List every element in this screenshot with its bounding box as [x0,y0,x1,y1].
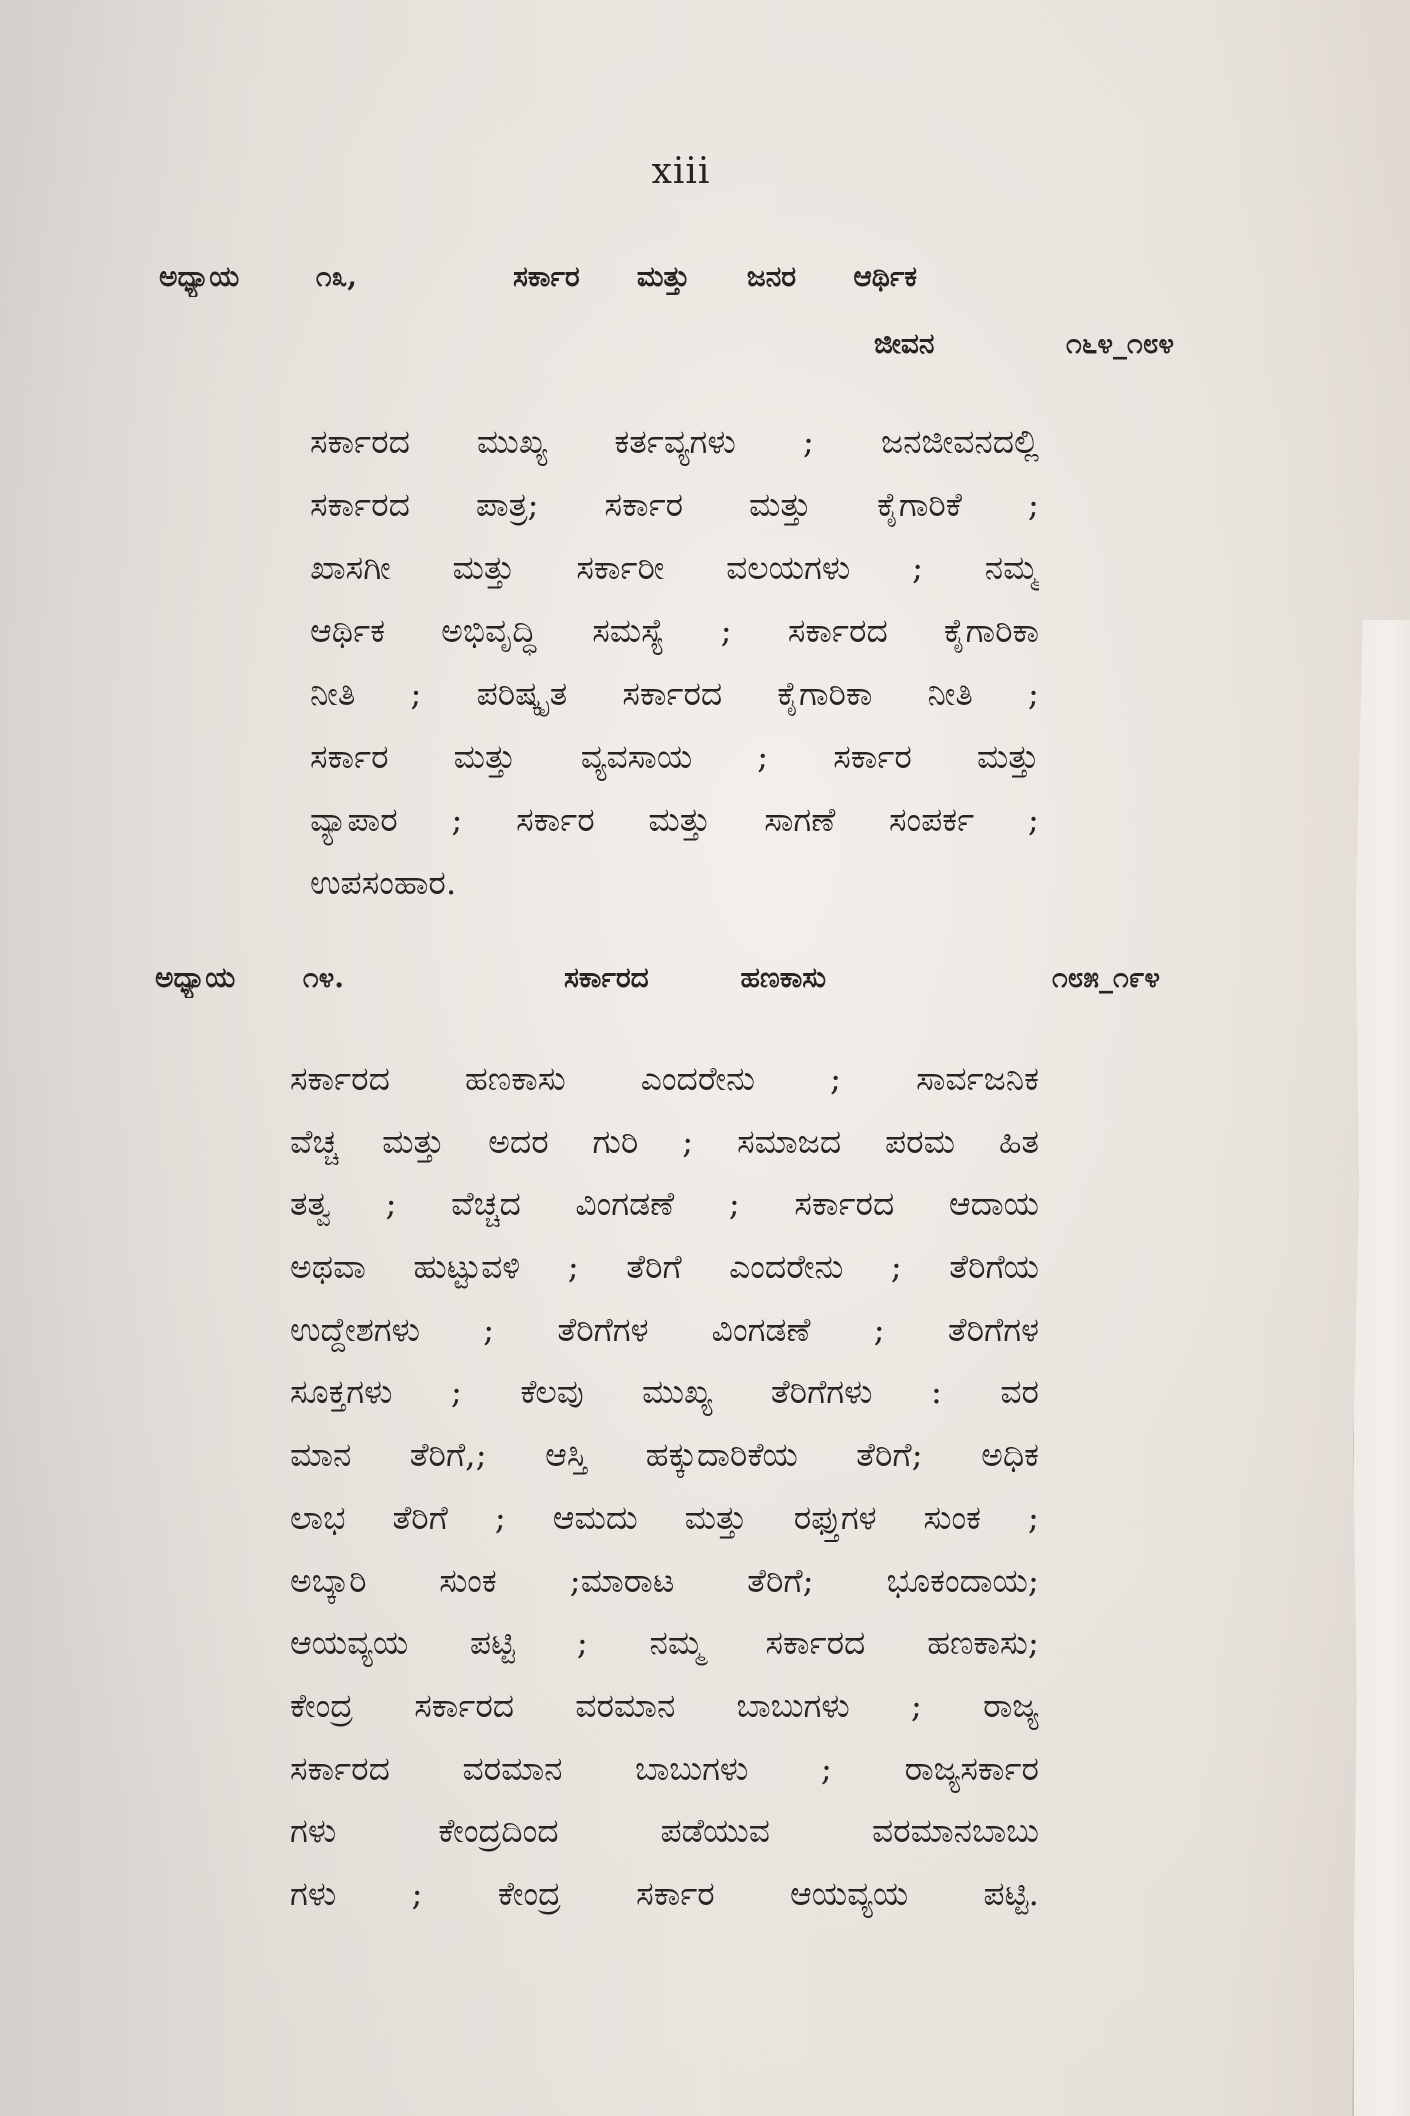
contents-line: ಕೇಂದ್ರ ಸರ್ಕಾರದ ವರಮಾನ ಬಾಬುಗಳು ; ರಾಜ್ಯ [290,1685,1039,1725]
contents-line: ತತ್ವ ; ವೆಚ್ಚದ ವಿಂಗಡಣೆ ; ಸರ್ಕಾರದ ಆದಾಯ [290,1184,1039,1224]
torn-page-edge [1352,620,1410,2116]
chapter-contents [310,410,1039,914]
contents-line: ಲಾಭ ತೆರಿಗೆ ; ಆಮದು ಮತ್ತು ರಫ್ತುಗಳ ಸುಂಕ ; [290,1497,1039,1537]
contents-line: ಉದ್ದೇಶಗಳು ; ತೆರಿಗೆಗಳ ವಿಂಗಡಣೆ ; ತೆರಿಗೆಗಳ [290,1309,1039,1349]
contents-line: ಸರ್ಕಾರ ಮತ್ತು ವ್ಯವಸಾಯ ; ಸರ್ಕಾರ ಮತ್ತು [310,737,1039,776]
contents-line: ಸೂಕ್ತಗಳು ; ಕೆಲವು ಮುಖ್ಯ ತೆರಿಗೆಗಳು : ವರ [290,1372,1039,1412]
contents-line: ಮಾನ ತೆರಿಗೆ,; ಆಸ್ತಿ ಹಕ್ಕುದಾರಿಕೆಯ ತೆರಿಗೆ; ಅಧಿಕ [290,1435,1039,1475]
contents-line: ಗಳು ; ಕೇಂದ್ರ ಸರ್ಕಾರ ಆಯವ್ಯಯ ಪಟ್ಟಿ. [290,1873,1039,1913]
chapter-title: ಸರ್ಕಾರ ಮತ್ತು ಜನರ ಆರ್ಥಿಕ [513,260,917,293]
chapter-page-range: ೧೮೫_೧೯೪ [1052,961,1161,994]
chapter-title-continued: ಜೀವನ [874,327,935,360]
contents-line: ಸರ್ಕಾರದ ಹಣಕಾಸು ಎಂದರೇನು ; ಸಾರ್ವಜನಿಕ [290,1059,1039,1098]
page-number: xiii [651,151,711,192]
contents-line: ಆರ್ಥಿಕ ಅಭಿವೃದ್ಧಿ ಸಮಸ್ಯೆ ; ಸರ್ಕಾರದ ಕೈಗಾರಿಕಾ [310,611,1039,650]
contents-line: ಆಯವ್ಯಯ ಪಟ್ಟಿ ; ನಮ್ಮ ಸರ್ಕಾರದ ಹಣಕಾಸು; [290,1623,1039,1663]
chapter-label: ಅಧ್ಯಾಯ ೧೩, [159,260,357,293]
contents-line: ಉಪಸಂಹಾರ. [310,863,457,902]
chapter-page-range: ೧೬೪_೧೮೪ [1066,327,1175,360]
contents-line: ಗಳು ಕೇಂದ್ರದಿಂದ ಪಡೆಯುವ ವರಮಾನಬಾಬು [290,1811,1039,1851]
contents-line: ಅಥವಾ ಹುಟ್ಟುವಳಿ ; ತೆರಿಗೆ ಎಂದರೇನು ; ತೆರಿಗೆಯ [290,1247,1039,1287]
contents-line: ವ್ಯಾಪಾರ ; ಸರ್ಕಾರ ಮತ್ತು ಸಾಗಣೆ ಸಂಪರ್ಕ ; [310,800,1039,839]
contents-line: ಸರ್ಕಾರದ ವರಮಾನ ಬಾಬುಗಳು ; ರಾಜ್ಯಸರ್ಕಾರ [290,1748,1039,1788]
contents-line: ಸರ್ಕಾರದ ಪಾತ್ರ; ಸರ್ಕಾರ ಮತ್ತು ಕೈಗಾರಿಕೆ ; [310,485,1039,524]
contents-line: ಖಾಸಗೀ ಮತ್ತು ಸರ್ಕಾರೀ ವಲಯಗಳು ; ನಮ್ಮ [310,548,1039,587]
chapter-contents [290,1048,1039,1926]
chapter-title: ಸರ್ಕಾರದ ಹಣಕಾಸು [564,961,826,994]
chapter-label: ಅಧ್ಯಾಯ ೧೪. [155,961,344,994]
contents-line: ಅಬ್ಕಾರಿ ಸುಂಕ ;ಮಾರಾಟ ತೆರಿಗೆ; ಭೂಕಂದಾಯ; [290,1560,1039,1600]
contents-line: ವೆಚ್ಚ ಮತ್ತು ಅದರ ಗುರಿ ; ಸಮಾಜದ ಪರಮ ಹಿತ [290,1121,1039,1161]
contents-line: ಸರ್ಕಾರದ ಮುಖ್ಯ ಕರ್ತವ್ಯಗಳು ; ಜನಜೀವನದಲ್ಲಿ [310,422,1039,461]
contents-line: ನೀತಿ ; ಪರಿಷ್ಕೃತ ಸರ್ಕಾರದ ಕೈಗಾರಿಕಾ ನೀತಿ ; [310,674,1039,713]
